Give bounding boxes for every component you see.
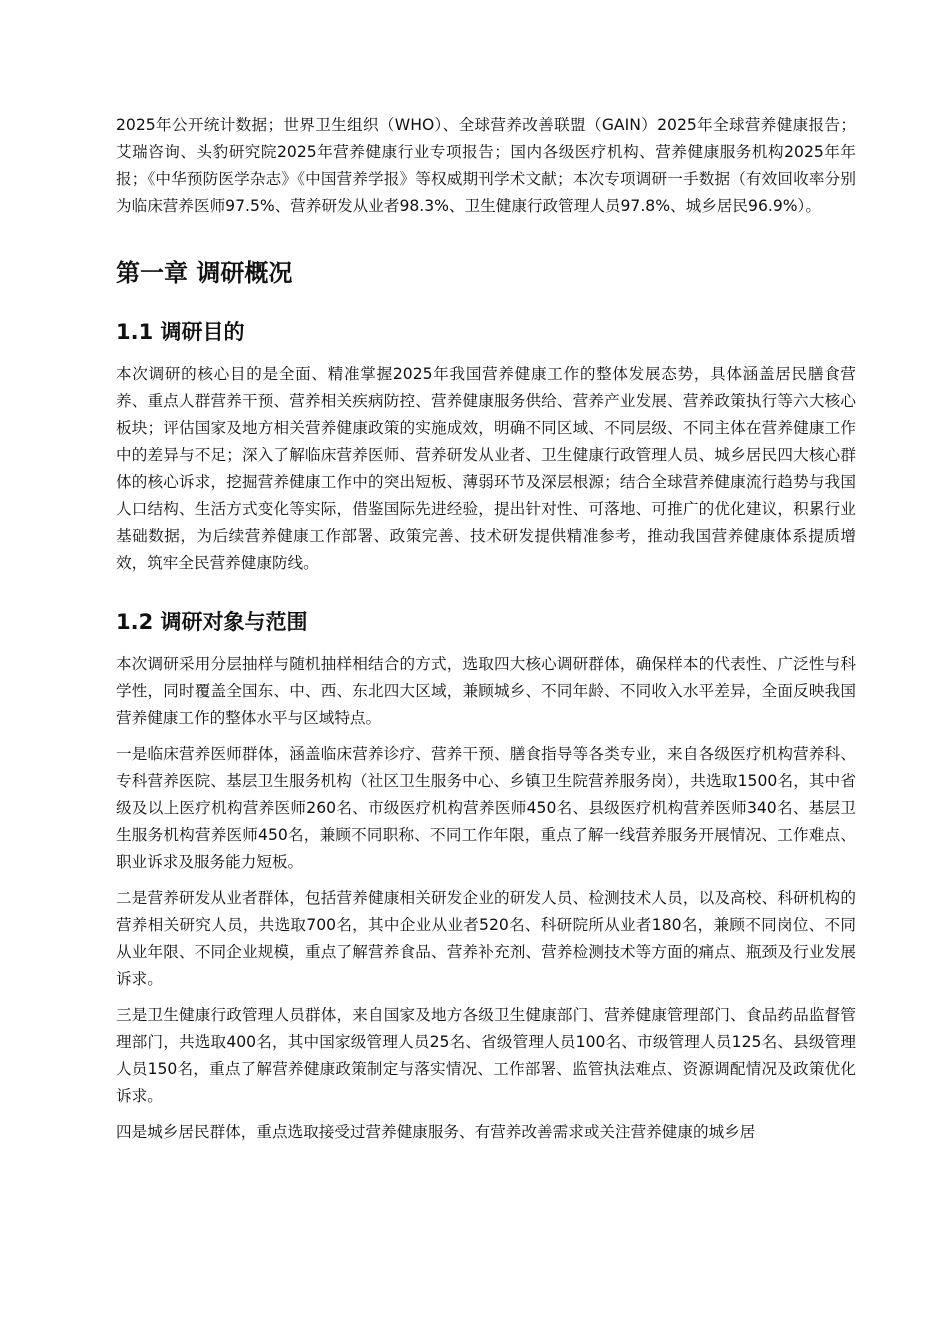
chapter-title: 第一章 调研概况 [116,259,293,287]
intro-paragraph: 2025年公开统计数据；世界卫生组织（WHO）、全球营养改善联盟（GAIN）2025年全球营养健康报告；艾瑞咨询、头豹研究院2025年营养健康行业专项报告；国内各级医疗机构、营养健康服务机构2025年年报；《中华预防医学杂志》《中国营养学报》等权威期刊学术文献；本次专项调研一手数据（有效回收率分别为临床营养医师97.5%、营养研发从业者98.3%、卫生健康行政管理人员97.8%、城乡居民96.9%）。 [116,116,856,215]
document-page [116,112,856,1155]
section-1-2-paragraph: 三是卫生健康行政管理人员群体，来自国家及地方各级卫生健康部门、营养健康管理部门、食品药品监督管理部门，共选取400名，其中国家级管理人员25名、省级管理人员100名、市级管理人员125名、县级管理人员150名，重点了解营养健康政策制定与落实情况、工作部署、监管执法难点、资源调配情况及政策优化诉求。 [116,1006,856,1105]
section-1-2-paragraph: 四是城乡居民群体，重点选取接受过营养健康服务、有营养改善需求或关注营养健康的城乡居 [116,1123,756,1141]
section-1-2-paragraph: 一是临床营养医师群体，涵盖临床营养诊疗、营养干预、膳食指导等各类专业，来自各级医疗机构营养科、专科营养医院、基层卫生服务机构（社区卫生服务中心、乡镇卫生院营养服务岗），共选取1500名，其中省级及以上医疗机构营养医师260名、市级医疗机构营养医师450名、县级医疗机构营养医师340名、基层卫生服务机构营养医师450名，兼顾不同职称、不同工作年限，重点了解一线营养服务开展情况、工作难点、职业诉求及服务能力短板。 [116,745,856,871]
section-1-1-title: 1.1 调研目的 [116,320,245,344]
section-1-1-paragraph: 本次调研的核心目的是全面、精准掌握2025年我国营养健康工作的整体发展态势，具体涵盖居民膳食营养、重点人群营养干预、营养相关疾病防控、营养健康服务供给、营养产业发展、营养政策执行等六大核心板块；评估国家及地方相关营养健康政策的实施成效，明确不同区域、不同层级、不同主体在营养健康工作中的差异与不足；深入了解临床营养医师、营养研发从业者、卫生健康行政管理人员、城乡居民四大核心群体的核心诉求，挖掘营养健康工作中的突出短板、薄弱环节及深层根源；结合全球营养健康流行趋势与我国人口结构、生活方式变化等实际，借鉴国际先进经验，提出针对性、可落地、可推广的优化建议，积累行业基础数据，为后续营养健康工作部署、政策完善、技术研发提供精准参考，推动我国营养健康体系提质增效，筑牢全民营养健康防线。 [116,365,856,572]
section-1-2-title: 1.2 调研对象与范围 [116,610,308,634]
section-1-2-paragraph: 二是营养研发从业者群体，包括营养健康相关研发企业的研发人员、检测技术人员，以及高校、科研机构的营养相关研究人员，共选取700名，其中企业从业者520名、科研院所从业者180名，兼顾不同岗位、不同从业年限、不同企业规模，重点了解营养食品、营养补充剂、营养检测技术等方面的痛点、瓶颈及行业发展诉求。 [116,889,856,988]
section-1-2-paragraph: 本次调研采用分层抽样与随机抽样相结合的方式，选取四大核心调研群体，确保样本的代表性、广泛性与科学性，同时覆盖全国东、中、西、东北四大区域，兼顾城乡、不同年龄、不同收入水平差异，全面反映我国营养健康工作的整体水平与区域特点。 [116,655,856,727]
